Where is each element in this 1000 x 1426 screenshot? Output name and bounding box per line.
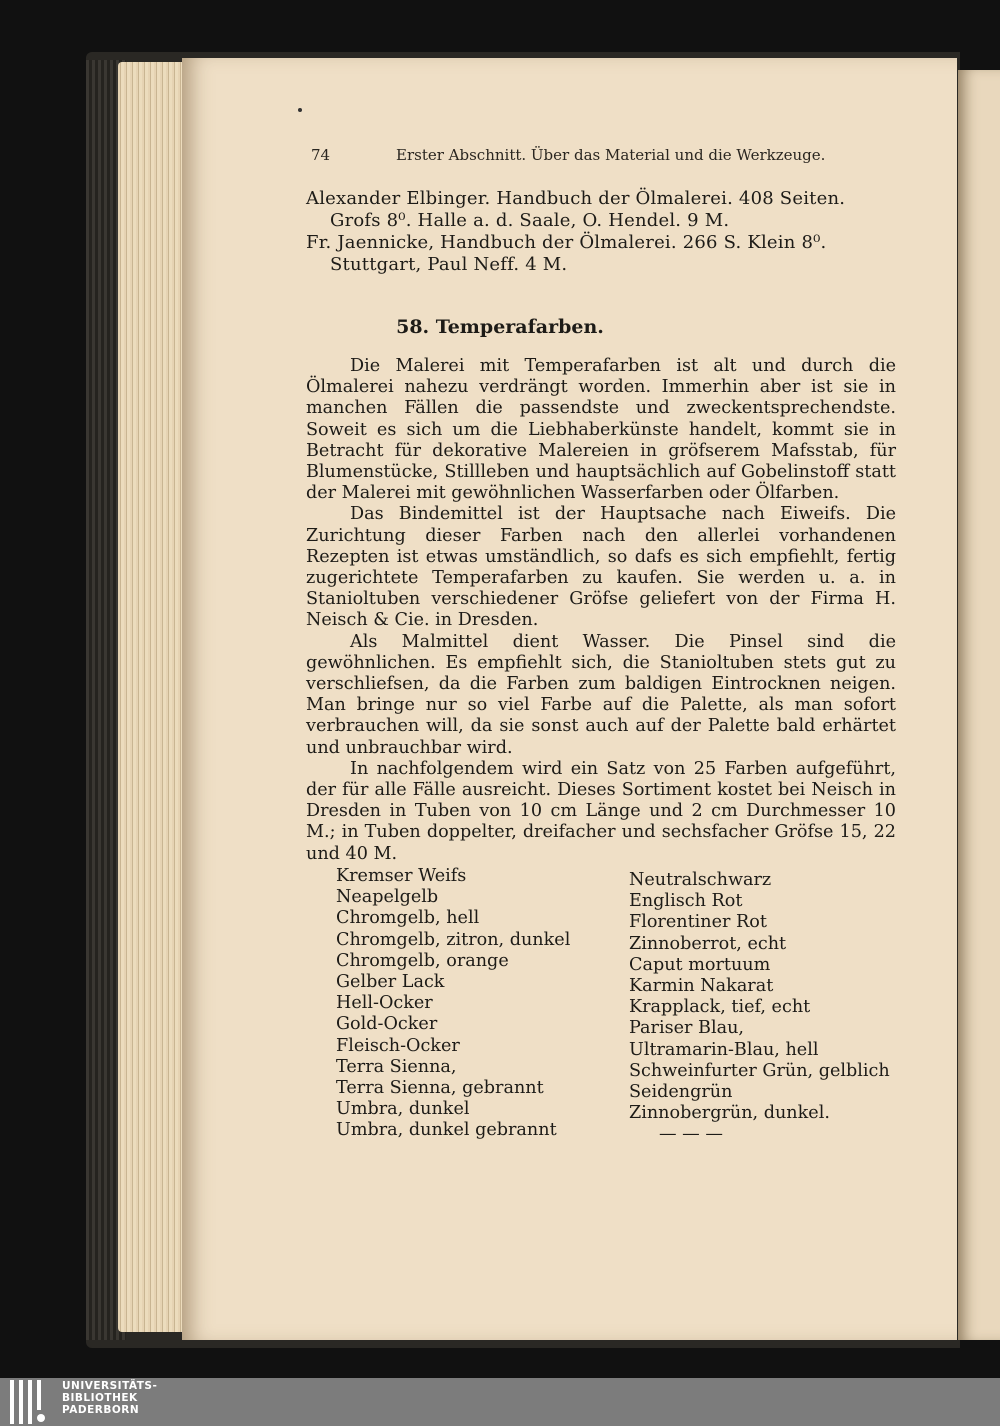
library-name-line: PADERBORN (62, 1404, 140, 1416)
list-item: Seidengrün (629, 1082, 733, 1103)
list-item: Pariser Blau, (629, 1018, 744, 1039)
page-edges (118, 62, 190, 1332)
list-item: Gold-Ocker (336, 1014, 438, 1035)
paragraph: In nachfolgendem wird ein Satz von 25 Farben aufgeführt, der für alle Fälle ausreicht. Dieses Sortiment kostet bei Neisch in Dresden in Tuben von 10 cm Länge und 2 cm Durchmesser 10 M.; in Tuben doppelter, dreifacher und sechsfacher Gröfse 15, 22 und 40 M. (306, 758, 896, 864)
list-item: Ultramarin-Blau, hell (629, 1039, 819, 1060)
bibliography-entry: Grofs 8⁰. Halle a. d. Saale, O. Hendel. 9 M. (330, 210, 730, 231)
list-item: Karmin Nakarat (629, 976, 774, 997)
section-heading: 58. Temperafarben. (396, 316, 604, 338)
list-item: Chromgelb, orange (336, 950, 509, 971)
paragraph: Als Malmittel dient Wasser. Die Pinsel sind die gewöhnlichen. Es empfiehlt sich, die Stanioltuben stets gut zu verschliefsen, da die Farben zum baldigen Eintrocknen neigen. Man bringe nur so viel Farbe auf die Palette, als man sofort verbrauchen will, da sie sonst auch auf der Palette bald erhärtet und unbrauchbar wird. (306, 631, 896, 758)
bibliography-entry: Fr. Jaennicke, Handbuch der Ölmalerei. 266 S. Klein 8⁰. (306, 232, 827, 253)
list-item: Zinnobergrün, dunkel. (629, 1103, 830, 1124)
bibliography-entry: Stuttgart, Paul Neff. 4 M. (330, 254, 568, 275)
color-list-right (629, 870, 890, 1146)
ink-speck (298, 108, 302, 112)
body-text (306, 356, 896, 865)
list-item: Kremser Weifs (336, 866, 467, 886)
list-item: Chromgelb, zitron, dunkel (336, 929, 571, 950)
list-item: Caput mortuum (629, 954, 771, 975)
list-item: Fleisch-Ocker (336, 1035, 460, 1056)
paragraph: Die Malerei mit Temperafarben ist alt und durch die Ölmalerei nahezu verdrängt worden. Immerhin aber ist sie in manchen Fällen die passendste und zweckentsprechendste. Soweit es sich um die Liebhaberkünste handelt, kommt sie in Betracht für dekorative Malereien in gröfserem Mafsstab, für Blumenstücke, Stillleben und hauptsächlich auf Gobelinstoff statt der Malerei mit gewöhnlichen Wasserfarben oder Ölfarben. (306, 356, 896, 504)
list-item: Chromgelb, hell (336, 908, 480, 929)
list-item: Krapplack, tief, echt (629, 997, 811, 1018)
list-item: Umbra, dunkel gebrannt (336, 1120, 557, 1141)
list-item: Florentiner Rot (629, 912, 767, 933)
list-item: Umbra, dunkel (336, 1099, 470, 1120)
list-item: — — — (659, 1124, 723, 1145)
list-item: Englisch Rot (629, 891, 743, 912)
list-item: Terra Sienna, gebrannt (336, 1078, 544, 1099)
library-name (62, 1380, 157, 1416)
color-list-left (336, 866, 570, 1142)
paragraph: Das Bindemittel ist der Hauptsache nach Eiweifs. Die Zurichtung dieser Farben nach den allerlei vorhandenen Rezepten ist etwas umständlich, so dafs es sich empfiehlt, fertig zugerichtete Temperafarben zu kaufen. Sie werden u. a. in Stanioltuben verschiedener Gröfse geliefert von der Firma H. Neisch & Cie. in Dresden. (306, 504, 896, 631)
list-item: Neapelgelb (336, 887, 439, 908)
running-title: Erster Abschnitt. Über das Material und die Werkzeuge. (396, 146, 826, 164)
bibliography-entry: Alexander Elbinger. Handbuch der Ölmalerei. 408 Seiten. (306, 188, 846, 209)
list-item: Neutralschwarz (629, 870, 772, 890)
list-item: Hell-Ocker (336, 993, 433, 1014)
library-name-line: UNIVERSITÄTS- (62, 1380, 158, 1392)
library-logo-icon (10, 1380, 56, 1424)
list-item: Schweinfurter Grün, gelblich (629, 1060, 890, 1081)
page-number: 74 (311, 146, 331, 164)
facing-page-edge (958, 70, 1000, 1340)
library-name-line: BIBLIOTHEK (62, 1392, 138, 1404)
list-item: Terra Sienna, (336, 1056, 457, 1077)
list-item: Zinnoberrot, echt (629, 933, 787, 954)
list-item: Gelber Lack (336, 972, 445, 993)
